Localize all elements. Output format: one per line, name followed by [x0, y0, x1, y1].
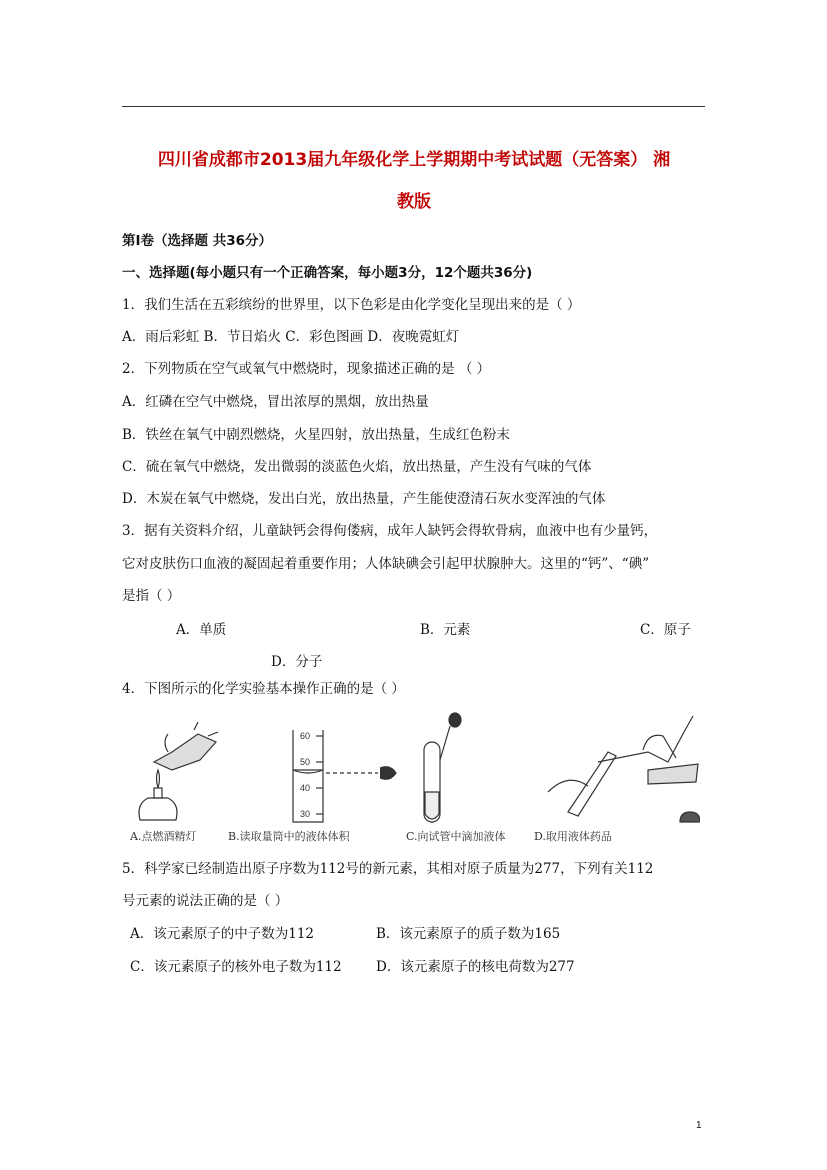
question-1: 1．我们生活在五彩缤纷的世界里，以下色彩是由化学变化呈现出来的是（ ）	[122, 297, 581, 313]
pouring-reagent-illustration	[548, 716, 700, 822]
question-1-options: A．雨后彩虹 B．节日焰火 C．彩色图画 D．夜晚霓虹灯	[122, 329, 460, 345]
page-number: 1	[696, 1120, 702, 1131]
section-heading: 第Ⅰ卷（选择题 共36分）	[122, 233, 273, 249]
test-tube-dropper-illustration	[424, 713, 461, 822]
question-2-option-b: B．铁丝在氧气中剧烈燃烧，火星四射，放出热量，生成红色粉末	[122, 427, 510, 443]
tick-label: 50	[300, 757, 311, 767]
header-rule	[122, 106, 705, 107]
figure-caption-c: C.向试管中滴加液体	[406, 830, 506, 843]
figure-caption-b: B.读取量筒中的液体体积	[228, 830, 350, 843]
question-5-option-d: D．该元素原子的核电荷数为277	[376, 959, 575, 975]
tick-label: 60	[300, 731, 311, 741]
question-5-option-b: B．该元素原子的质子数为165	[376, 926, 561, 942]
question-3-option-b: B．元素	[420, 622, 471, 638]
lab-figure-svg	[128, 712, 700, 852]
question-5-option-c: C．该元素原子的核外电子数为112	[130, 959, 342, 975]
question-3-option-a: A．单质	[176, 622, 227, 638]
question-3-option-d: D．分子	[271, 654, 323, 670]
question-3-line3: 是指（ ）	[122, 588, 181, 604]
question-5-line2: 号元素的说法正确的是（ ）	[122, 893, 289, 909]
question-2-option-d: D．木炭在氧气中燃烧，发出白光，放出热量，产生能使澄清石灰水变浑浊的气体	[122, 491, 606, 507]
part-heading: 一、选择题(每小题只有一个正确答案，每小题3分，12个题共36分)	[122, 265, 533, 281]
tick-label: 30	[300, 809, 311, 819]
figure-caption-a: A.点燃酒精灯	[130, 830, 197, 843]
figure-caption-d: D.取用液体药品	[534, 830, 612, 843]
doc-title-line1: 四川省成都市2013届九年级化学上学期期中考试试题（无答案） 湘	[157, 150, 671, 170]
tick-label: 40	[300, 783, 311, 793]
question-5-line1: 5．科学家已经制造出原子序数为112号的新元素，其相对原子质量为277，下列有关112	[122, 861, 654, 877]
question-4: 4．下图所示的化学实验基本操作正确的是（ ）	[122, 681, 405, 697]
lab-operations-figure	[128, 712, 700, 852]
question-3-line1: 3．据有关资料介绍，儿童缺钙会得佝偻病，成年人缺钙会得软骨病，血液中也有少量钙，	[122, 523, 658, 539]
question-2-option-c: C．硫在氧气中燃烧，发出微弱的淡蓝色火焰，放出热量，产生没有气味的气体	[122, 459, 592, 475]
question-2: 2．下列物质在空气或氧气中燃烧时，现象描述正确的是 （ ）	[122, 361, 491, 377]
doc-title-line2: 教版	[397, 192, 431, 212]
question-2-option-a: A．红磷在空气中燃烧，冒出浓厚的黑烟，放出热量	[122, 394, 429, 410]
question-5-option-a: A．该元素原子的中子数为112	[130, 926, 315, 942]
question-3-option-c: C．原子	[640, 622, 691, 638]
alcohol-lamp-illustration	[139, 722, 218, 820]
question-3-line2: 它对皮肤伤口血液的凝固起着重要作用；人体缺碘会引起甲状腺肿大。这里的“钙”、“碘”	[122, 556, 650, 572]
